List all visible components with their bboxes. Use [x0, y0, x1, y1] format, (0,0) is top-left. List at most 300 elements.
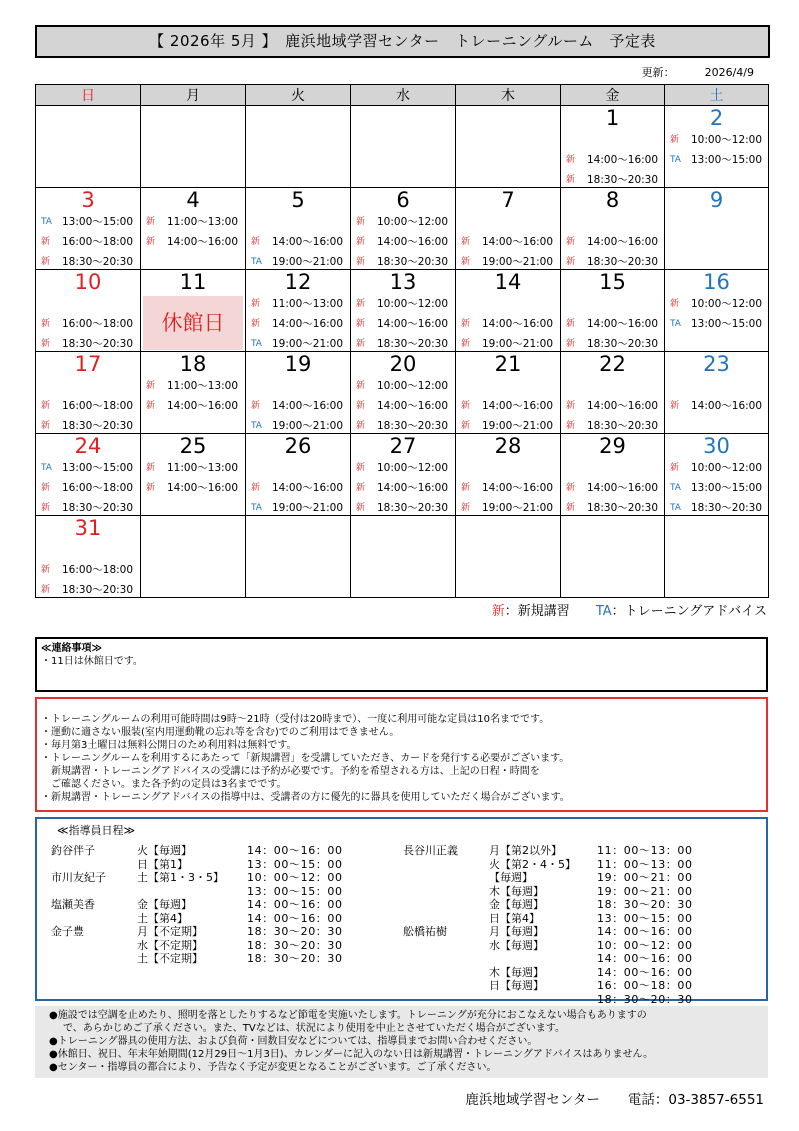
day-number: 27: [389, 434, 417, 458]
session-time: 14:00～16:00: [482, 400, 554, 412]
session-tag-new: 新: [356, 463, 366, 473]
staff-time: 10：00～12：00: [247, 871, 343, 884]
day-number: 13: [389, 270, 417, 294]
session-tag-new: 新: [356, 421, 366, 431]
session-tag-new: 新: [251, 299, 261, 309]
staff-time: 11：00～13：00: [597, 857, 693, 871]
session-entry: [246, 396, 350, 416]
session-time: 13:00～15:00: [691, 154, 763, 166]
staff-time: 18：30～20：30: [247, 938, 343, 952]
staff-day: 【毎週】: [489, 871, 533, 884]
staff-time: 18：30～20：30: [597, 992, 693, 1006]
session-tag-new: 新: [670, 135, 680, 145]
session-entry: [246, 478, 350, 498]
session-entry: [456, 232, 560, 252]
session-tag-new: 新: [566, 339, 576, 349]
session-time: 14:00～16:00: [482, 318, 554, 330]
session-tag-new: 新: [566, 483, 576, 493]
footnote-line: ●休館日、祝日、年末年始期間(12月29日～1月3日)、カレンダーに記入のない日は新規講習・トレーニングアドバイスはありません。: [49, 1049, 654, 1060]
day-number: 25: [179, 434, 207, 458]
rule-line: ご確認ください。また各予約の定員は3名までです。: [41, 779, 287, 790]
session-time: 14:00～16:00: [587, 482, 659, 494]
calendar-day-cell: [665, 434, 769, 516]
day-number: 4: [186, 188, 200, 212]
session-tag-new: 新: [41, 503, 51, 513]
session-tag-new: 新: [566, 421, 576, 431]
legend-new-text: ：新規講習: [504, 604, 570, 619]
day-number: 16: [703, 270, 730, 294]
staff-name: 塩瀬美香: [51, 898, 95, 911]
updated-label: 更新：: [641, 66, 675, 79]
notice-heading: ≪連絡事項≫: [41, 643, 102, 654]
session-time: 14:00～16:00: [272, 318, 344, 330]
session-tag-new: 新: [461, 237, 471, 247]
session-time: 18:30～20:30: [587, 502, 659, 514]
session-tag-new: 新: [356, 237, 366, 247]
legend-ta-text: ：トレーニングアドバイス: [611, 604, 767, 619]
footer-org: 鹿浜地域学習センター: [465, 1092, 600, 1108]
rule-line: ・トレーニングルームを利用するにあたって「新規講習」を受講していただき、カードを発行する必要がございます。: [41, 753, 570, 764]
session-time: 16:00～18:00: [62, 236, 134, 248]
session-time: 11:00～13:00: [272, 298, 344, 310]
session-time: 18:30～20:30: [587, 256, 659, 268]
weekday-header: 木: [456, 85, 561, 106]
day-number: 11: [179, 270, 207, 294]
session-time: 14:00～16:00: [587, 154, 659, 166]
weekday-header: 月: [141, 85, 246, 106]
session-tag-new: 新: [670, 401, 680, 411]
session-time: 19:00～21:00: [482, 256, 554, 268]
session-tag-new: 新: [461, 401, 471, 411]
session-tag-new: 新: [41, 237, 51, 247]
session-time: 18:30～20:30: [62, 584, 134, 596]
staff-day: 木【毎週】: [489, 965, 544, 979]
staff-day: 水【毎週】: [489, 938, 544, 952]
session-time: 18:30～20:30: [377, 338, 449, 350]
staff-time: 13：00～15：00: [247, 884, 343, 898]
staff-time: 14：00～16：00: [247, 911, 343, 925]
staff-time: 14：00～16：00: [597, 952, 693, 965]
notice-box: [35, 637, 768, 692]
calendar-day-cell: [561, 434, 665, 516]
staff-day: 日【第4】: [489, 911, 540, 925]
session-entry: [351, 212, 455, 232]
staff-day: 金【毎週】: [489, 898, 544, 911]
session-time: 16:00～18:00: [62, 482, 134, 494]
session-tag-new: 新: [146, 237, 156, 247]
session-time: 14:00～16:00: [167, 236, 239, 248]
calendar-day-cell: [665, 352, 769, 434]
rule-line: ・毎月第3土曜日は無料公開日のため利用料は無料です。: [41, 740, 297, 751]
session-tag-new: 新: [461, 503, 471, 513]
session-entry: [456, 396, 560, 416]
calendar-day-cell: [141, 188, 246, 270]
session-time: 13:00～15:00: [62, 462, 134, 474]
day-number: 3: [81, 188, 95, 212]
calendar-day-cell: [456, 188, 561, 270]
session-time: 14:00～16:00: [587, 400, 659, 412]
rule-line: 新規講習・トレーニングアドバイスの受講には予約が必要です。予約を希望される方は、上記の日程・時間を: [41, 766, 540, 777]
session-time: 13:00～15:00: [691, 318, 763, 330]
session-tag-ta: TA: [670, 503, 681, 513]
session-entry: [561, 314, 664, 334]
calendar-week-row: [36, 516, 769, 598]
session-tag-new: 新: [41, 585, 51, 595]
session-tag-new: 新: [356, 299, 366, 309]
session-entry: [351, 458, 455, 478]
session-entry: [665, 150, 768, 170]
session-time: 14:00～16:00: [377, 400, 449, 412]
legend-new-key: 新: [491, 604, 505, 619]
session-tag-ta: TA: [670, 155, 681, 165]
session-tag-ta: TA: [670, 319, 681, 329]
calendar-week-row: [36, 270, 769, 352]
day-number: 7: [501, 188, 515, 212]
calendar-day-cell: [561, 188, 665, 270]
session-time: 18:30～20:30: [587, 420, 659, 432]
weekday-header-row: [36, 85, 769, 106]
session-time: 18:30～20:30: [377, 502, 449, 514]
session-time: 19:00～21:00: [272, 338, 344, 350]
staff-day: 月【毎週】: [489, 925, 544, 938]
calendar-day-cell: [36, 188, 141, 270]
day-number: 1: [605, 106, 620, 130]
session-time: 19:00～21:00: [482, 420, 554, 432]
session-entry: [246, 232, 350, 252]
staff-time: 13：00～15：00: [597, 911, 693, 925]
rule-line: ・トレーニングルームの利用可能時間は9時～21時（受付は20時まで）、一度に利用可能な定員は10名までです。: [41, 714, 550, 725]
session-time: 19:00～21:00: [272, 420, 344, 432]
session-tag-new: 新: [356, 483, 366, 493]
session-time: 10:00～12:00: [691, 134, 763, 146]
calendar-day-cell: [456, 106, 561, 188]
session-tag-new: 新: [566, 175, 576, 185]
session-time: 14:00～16:00: [482, 236, 554, 248]
session-entry: [141, 478, 245, 498]
footer: [465, 1088, 764, 1108]
staff-time: 11：00～13：00: [597, 844, 693, 857]
session-entry: [351, 478, 455, 498]
session-time: 18:30～20:30: [587, 174, 659, 186]
session-entry: [456, 478, 560, 498]
session-time: 19:00～21:00: [272, 502, 344, 514]
session-tag-new: 新: [356, 381, 366, 391]
session-tag-new: 新: [251, 401, 261, 411]
calendar-day-cell: [351, 434, 456, 516]
footer-tel: 電話：03-3857-6551: [627, 1092, 764, 1108]
day-number: 30: [703, 434, 730, 458]
calendar-day-cell: [36, 434, 141, 516]
calendar-week-row: [36, 106, 769, 188]
calendar-day-cell: [141, 516, 246, 598]
session-entry: [351, 376, 455, 396]
session-time: 18:30～20:30: [377, 256, 449, 268]
weekday-header: 金: [561, 85, 665, 106]
session-time: 18:30～20:30: [62, 420, 134, 432]
session-entry: [36, 314, 140, 334]
session-tag-new: 新: [41, 319, 51, 329]
session-time: 14:00～16:00: [272, 236, 344, 248]
day-number: 29: [599, 434, 626, 458]
day-number: 8: [605, 188, 620, 212]
calendar-day-cell: [141, 270, 246, 352]
closed-day-label: 休館日: [143, 296, 243, 350]
calendar-day-cell: [456, 516, 561, 598]
page-title: 【 2026年 5月 】 鹿浜地域学習センター トレーニングルーム 予定表: [35, 25, 770, 58]
day-number: 10: [74, 270, 102, 294]
session-entry: [351, 294, 455, 314]
session-time: 11:00～13:00: [167, 380, 239, 392]
session-entry: [36, 478, 140, 498]
calendar-day-cell: [456, 270, 561, 352]
session-entry: [561, 478, 664, 498]
session-entry: [36, 396, 140, 416]
day-number: 5: [291, 188, 305, 212]
session-time: 16:00～18:00: [62, 318, 134, 330]
day-number: 6: [396, 188, 410, 212]
weekday-header: 日: [36, 85, 141, 106]
session-time: 16:00～18:00: [62, 564, 134, 576]
session-tag-new: 新: [566, 503, 576, 513]
session-tag-new: 新: [461, 339, 471, 349]
calendar-day-cell: [665, 106, 769, 188]
legend-ta-key: TA: [595, 604, 612, 619]
day-number: 31: [74, 516, 102, 540]
staff-day: 日【毎週】: [489, 979, 544, 992]
day-number: 24: [74, 434, 102, 458]
rules-box: [35, 697, 768, 812]
weekday-header: 火: [246, 85, 351, 106]
rule-line: ・新規講習・トレーニングアドバイスの指導中は、受講者の方に優先的に器具を使用していただく場合がございます。: [41, 792, 570, 803]
staff-time: 18：30～20：30: [247, 952, 343, 965]
session-time: 11:00～13:00: [167, 462, 239, 474]
staff-day: 金【毎週】: [137, 898, 192, 911]
session-entry: [141, 212, 245, 232]
session-tag-new: 新: [461, 257, 471, 267]
session-entry: [141, 396, 245, 416]
staff-heading: ≪指導員日程≫: [57, 824, 136, 837]
session-time: 18:30～20:30: [691, 502, 763, 514]
staff-name: 釣谷伴子: [51, 844, 95, 857]
staff-day: 土【不定期】: [137, 952, 203, 965]
session-time: 14:00～16:00: [272, 400, 344, 412]
calendar-day-cell: [36, 352, 141, 434]
session-tag-new: 新: [461, 483, 471, 493]
staff-time: 19：00～21：00: [597, 871, 693, 884]
day-number: 26: [284, 434, 312, 458]
session-tag-new: 新: [670, 463, 680, 473]
session-time: 14:00～16:00: [482, 482, 554, 494]
session-tag-new: 新: [146, 483, 156, 493]
staff-day: 木【毎週】: [489, 884, 544, 898]
session-tag-new: 新: [356, 257, 366, 267]
day-number: 21: [494, 352, 522, 376]
session-tag-new: 新: [251, 483, 261, 493]
session-entry: [665, 130, 768, 150]
session-time: 10:00～12:00: [377, 462, 449, 474]
session-entry: [36, 212, 140, 232]
calendar-day-cell: [246, 516, 351, 598]
session-time: 10:00～12:00: [377, 216, 449, 228]
calendar-day-cell: [246, 188, 351, 270]
session-tag-new: 新: [356, 339, 366, 349]
staff-day: 月【第2以外】: [489, 844, 562, 857]
session-entry: [36, 560, 140, 580]
staff-name: 舩橋祐樹: [403, 925, 447, 938]
session-tag-ta: TA: [251, 503, 262, 513]
calendar-day-cell: [246, 270, 351, 352]
calendar-table: [35, 84, 769, 598]
session-tag-new: 新: [251, 319, 261, 329]
session-tag-new: 新: [41, 483, 51, 493]
session-tag-ta: TA: [670, 483, 681, 493]
calendar-day-cell: [351, 352, 456, 434]
weekday-header: 土: [665, 85, 769, 106]
session-entry: [351, 396, 455, 416]
session-tag-new: 新: [566, 257, 576, 267]
calendar-week-row: [36, 352, 769, 434]
session-entry: [561, 150, 664, 170]
staff-time: 18：30～20：30: [247, 925, 343, 938]
day-number: 22: [599, 352, 626, 376]
calendar-day-cell: [561, 352, 665, 434]
weekday-header: 水: [351, 85, 456, 106]
session-time: 10:00～12:00: [377, 380, 449, 392]
session-tag-new: 新: [356, 319, 366, 329]
day-number: 17: [74, 352, 102, 376]
updated-value: 2026/4/9: [704, 66, 754, 79]
session-tag-new: 新: [41, 421, 51, 431]
calendar-day-cell: [36, 106, 141, 188]
calendar-week-row: [36, 434, 769, 516]
session-time: 14:00～16:00: [377, 236, 449, 248]
staff-name: 長谷川正義: [403, 844, 458, 857]
day-number: 15: [599, 270, 626, 294]
session-time: 14:00～16:00: [587, 318, 659, 330]
session-time: 10:00～12:00: [691, 462, 763, 474]
calendar-day-cell: [665, 188, 769, 270]
session-time: 16:00～18:00: [62, 400, 134, 412]
calendar-week-row: [36, 188, 769, 270]
session-entry: [561, 396, 664, 416]
footnote-line: ●トレーニング器具の使用方法、および負荷・回数目安などについては、指導員までお問い合わせください。: [49, 1036, 538, 1047]
session-time: 14:00～16:00: [167, 400, 239, 412]
session-time: 14:00～16:00: [167, 482, 239, 494]
session-entry: [665, 478, 768, 498]
session-tag-new: 新: [566, 319, 576, 329]
calendar-day-cell: [36, 516, 141, 598]
staff-day: 火【毎週】: [137, 844, 192, 857]
session-time: 18:30～20:30: [377, 420, 449, 432]
rule-line: ・運動に適さない服装(室内用運動靴の忘れ等を含む)でのご利用はできません。: [41, 727, 400, 738]
staff-schedule-box: [35, 817, 768, 1006]
session-entry: [36, 580, 140, 600]
day-number: 20: [389, 352, 417, 376]
footnote-line: ●施設では空調を止めたり、照明を落としたりするなど節電を実施いたします。トレーニングが充分におこなえない場合もありますの: [49, 1010, 647, 1021]
session-tag-new: 新: [146, 463, 156, 473]
day-number: 18: [179, 352, 207, 376]
calendar-day-cell: [351, 516, 456, 598]
session-time: 18:30～20:30: [62, 502, 134, 514]
session-time: 13:00～15:00: [62, 216, 134, 228]
staff-time: 14：00～16：00: [597, 965, 693, 979]
updated-date: [642, 64, 754, 80]
session-tag-new: 新: [146, 217, 156, 227]
session-entry: [246, 314, 350, 334]
session-tag-new: 新: [41, 565, 51, 575]
session-entry: [351, 232, 455, 252]
staff-time: 10：00～12：00: [597, 938, 693, 952]
footnotes-box: [35, 1006, 768, 1078]
staff-day: 土【第4】: [137, 911, 188, 925]
session-time: 14:00～16:00: [587, 236, 659, 248]
session-tag-new: 新: [566, 155, 576, 165]
session-entry: [665, 294, 768, 314]
staff-name: 市川友紀子: [51, 871, 106, 884]
session-tag-new: 新: [146, 381, 156, 391]
day-number: 2: [709, 106, 724, 130]
staff-day: 火【第2・4・5】: [489, 857, 576, 871]
calendar-day-cell: [351, 270, 456, 352]
session-time: 14:00～16:00: [377, 482, 449, 494]
calendar-day-cell: [456, 434, 561, 516]
session-entry: [246, 294, 350, 314]
calendar-day-cell: [665, 516, 769, 598]
session-entry: [665, 396, 768, 416]
staff-name: 金子豊: [51, 925, 84, 938]
session-tag-ta: TA: [251, 257, 262, 267]
session-entry: [141, 376, 245, 396]
session-time: 19:00～21:00: [482, 502, 554, 514]
session-tag-new: 新: [356, 401, 366, 411]
staff-time: 14：00～16：00: [247, 844, 343, 857]
staff-time: 18：30～20：30: [597, 898, 693, 911]
session-entry: [36, 232, 140, 252]
session-entry: [141, 458, 245, 478]
footnote-line: ●センター・指導員の都合により、予告なく予定が変更となることがございます。ご了承ください。: [49, 1062, 497, 1073]
session-tag-new: 新: [461, 319, 471, 329]
session-tag-new: 新: [251, 237, 261, 247]
session-tag-ta: TA: [41, 217, 52, 227]
calendar-day-cell: [141, 434, 246, 516]
session-time: 14:00～16:00: [691, 400, 763, 412]
calendar-day-cell: [36, 270, 141, 352]
staff-day: 日【第1】: [137, 857, 188, 871]
session-tag-new: 新: [670, 299, 680, 309]
footnote-line: で、あらかじめご了承ください。また、TVなどは、状況により使用を中止とさせていただく場合がございます。: [63, 1023, 565, 1034]
day-number: 19: [284, 352, 312, 376]
staff-day: 土【第1・3・5】: [137, 871, 224, 884]
day-number: 28: [494, 434, 522, 458]
session-tag-new: 新: [41, 339, 51, 349]
calendar-day-cell: [351, 106, 456, 188]
session-time: 18:30～20:30: [62, 256, 134, 268]
notice-line: ・11日は休館日です。: [41, 656, 143, 667]
session-tag-new: 新: [566, 401, 576, 411]
session-tag-new: 新: [146, 401, 156, 411]
calendar-day-cell: [665, 270, 769, 352]
session-entry: [141, 232, 245, 252]
session-tag-new: 新: [356, 503, 366, 513]
session-tag-new: 新: [41, 401, 51, 411]
calendar-day-cell: [246, 106, 351, 188]
day-number: 14: [494, 270, 522, 294]
session-tag-new: 新: [461, 421, 471, 431]
session-entry: [351, 314, 455, 334]
session-time: 10:00～12:00: [377, 298, 449, 310]
session-time: 11:00～13:00: [167, 216, 239, 228]
session-entry: [561, 232, 664, 252]
